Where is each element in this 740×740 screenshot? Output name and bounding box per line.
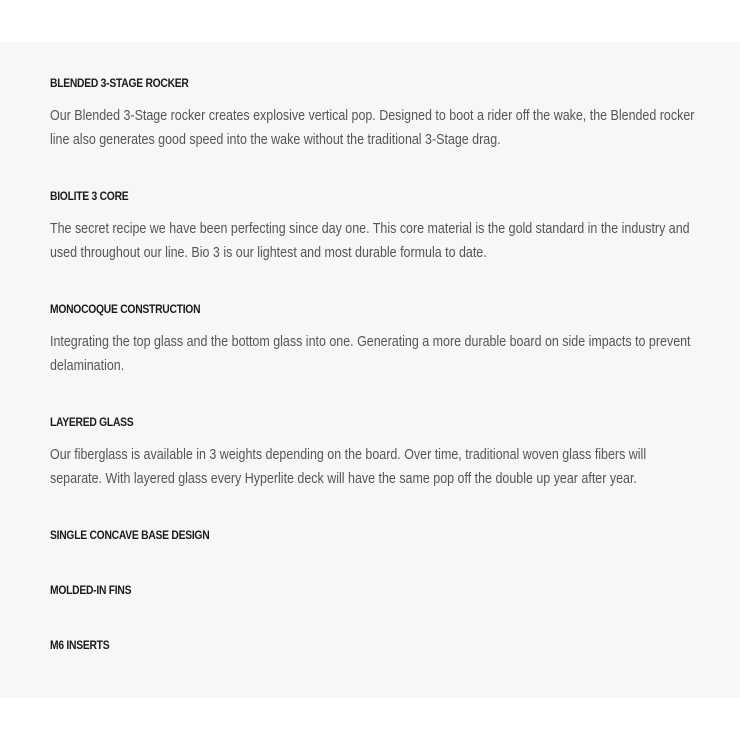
feature-description: Our Blended 3-Stage rocker creates explosive vertical pop. Designed to boot a rider off the wake, the Blended rocker line also generates good speed into the wake without the traditional 3-Stage drag.	[50, 108, 695, 148]
feature-molded-in-fins	[50, 583, 700, 597]
feature-biolite-3-core	[50, 189, 700, 265]
feature-m6-inserts	[50, 638, 700, 652]
feature-description: Integrating the top glass and the bottom glass into one. Generating a more durable board on side impacts to prevent delamination.	[50, 334, 691, 374]
feature-title: BLENDED 3-STAGE ROCKER	[50, 76, 189, 90]
features-panel	[0, 42, 740, 698]
feature-title: SINGLE CONCAVE BASE DESIGN	[50, 528, 210, 542]
feature-title: BIOLITE 3 CORE	[50, 189, 129, 203]
feature-monocoque-construction	[50, 302, 700, 378]
feature-description: The secret recipe we have been perfecting since day one. This core material is the gold standard in the industry and used throughout our line. Bio 3 is our lightest and most durable formula to date.	[50, 221, 690, 261]
feature-blended-3-stage-rocker	[50, 76, 700, 152]
feature-description: Our fiberglass is available in 3 weights depending on the board. Over time, traditional woven glass fibers will separate. With layered glass every Hyperlite deck will have the same pop off the double up year after year.	[50, 447, 647, 487]
feature-single-concave-base-design	[50, 528, 700, 542]
feature-title: M6 INSERTS	[50, 638, 110, 652]
feature-title: MOLDED-IN FINS	[50, 583, 132, 597]
feature-title: MONOCOQUE CONSTRUCTION	[50, 302, 201, 316]
feature-layered-glass	[50, 415, 700, 491]
feature-title: LAYERED GLASS	[50, 415, 134, 429]
